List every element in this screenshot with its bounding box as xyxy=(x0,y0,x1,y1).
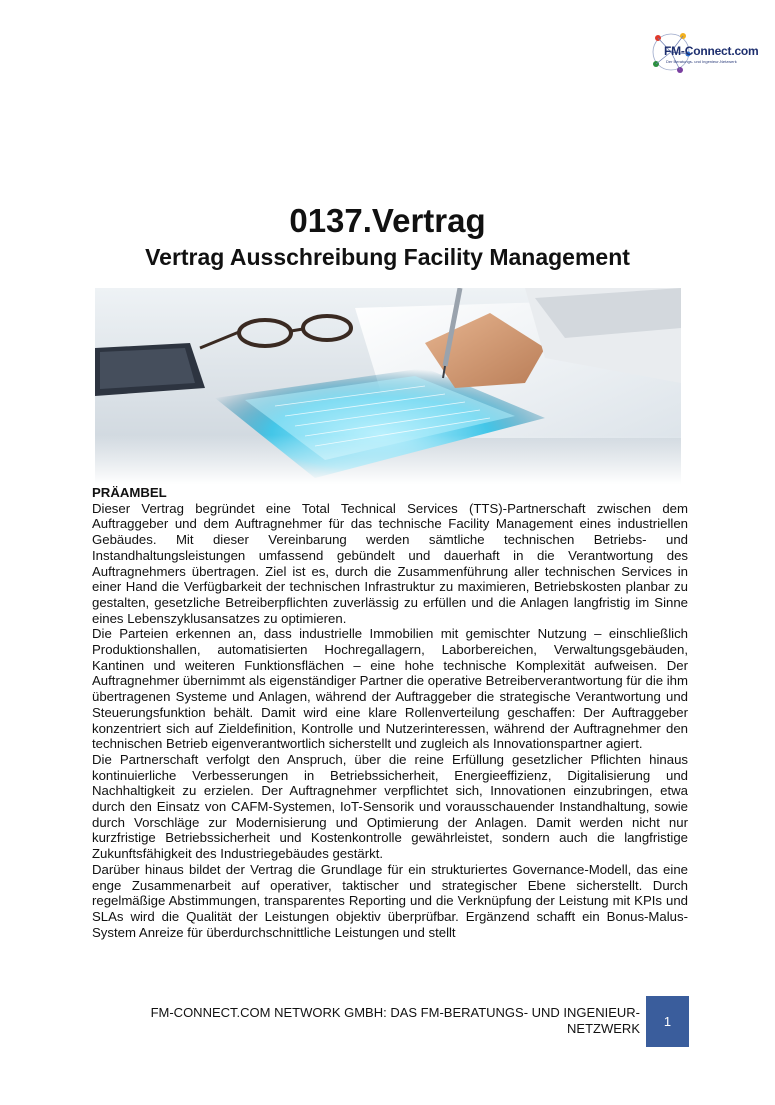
document-subtitle: Vertrag Ausschreibung Facility Management xyxy=(145,244,630,270)
section-heading: PRÄAMBEL xyxy=(92,485,167,500)
contract-signing-illustration xyxy=(95,288,681,484)
page-number-badge xyxy=(646,996,689,1047)
page-number: 1 xyxy=(663,1014,672,1029)
footer-line-1: FM-CONNECT.COM NETWORK GMBH: DAS FM-BERATUNGS- UND INGENIEUR- xyxy=(150,1005,640,1020)
hero-image xyxy=(95,288,681,484)
page-footer xyxy=(80,1005,640,1037)
paragraph: Die Partnerschaft verfolgt den Anspruch, über die reine Erfüllung gesetzlicher Pflichten hinaus kontinuierliche Verbesserungen in Betriebssicherheit, Energieeffizienz, Digitalisierung und Nachhaltigkeit zu erzielen. Der Auftragnehmer verpflichtet sich, Innovationen einzubringen, etwa durch den Einsatz von CAFM-Systemen, IoT-Sensorik und vorausschauender Instandhaltung, sowie durch Vorschläge zur Modernisierung und Optimierung der Anlagen. Damit werden nicht nur kurzfristige Betriebssicherheit und Kostenkontrolle gewährleistet, sondern auch die langfristige Zukunftsfähigkeit des Industriegebäudes gestärkt. xyxy=(92,751,688,862)
document-body xyxy=(92,485,688,940)
company-logo xyxy=(650,24,759,82)
paragraph: Darüber hinaus bildet der Vertrag die Grundlage für ein strukturiertes Governance-Modell, das eine enge Zusammenarbeit auf operativer, taktischer und strategischer Ebene sicherstellt. Durch regelmäßige Abstimmungen, transparentes Reporting und die Verknüpfung der Leistung mit KPIs und SLAs wird die Qualität der Leistungen objektiv überprüfbar. Ergänzend schafft ein Bonus-Malus-System Anreize für überdurchschnittliche Leistungen und stellt xyxy=(92,861,688,940)
logo-name: FM-Connect.com xyxy=(664,44,759,58)
paragraph: Dieser Vertrag begründet eine Total Technical Services (TTS)-Partnerschaft zwischen dem Auftraggeber und dem Auftragnehmer für das technische Facility Management eines industriellen Gebäudes. Mit dieser Vereinbarung werden sämtliche technischen Betriebs- und Instandhaltungsleistungen umfassend gebündelt und dauerhaft in die Verantwortung des Auftragnehmers übertragen. Ziel ist es, durch die Zusammenführung aller technischen Services in einer Hand die Verfügbarkeit der technischen Infrastruktur zu maximieren, Betriebskosten planbar zu gestalten, gesetzliche Betreiberpflichten zuverlässig zu erfüllen und die Anlagen langfristig im Sinne eines Lebenszyklusansatzes zu optimieren. xyxy=(92,500,688,626)
paragraph: Die Parteien erkennen an, dass industrielle Immobilien mit gemischter Nutzung – einschließlich Produktionshallen, automatisierten Hochregallagern, Laborbereichen, Verwaltungsgebäuden, Kantinen und weiteren Funktionsflächen – eine hohe technische Komplexität aufweisen. Der Auftragnehmer übernimmt als eigenständiger Partner die operative Betreiberverantwortung für die ihm übertragenen Systeme und Anlagen, während der Auftraggeber die strategische Verantwortung und Steuerungsfunktion behält. Damit wird eine klare Rollenverteilung geschaffen: Der Auftraggeber konzentriert sich auf Zieldefinition, Kontrolle und Nutzerinteressen, während der Auftragnehmer den technischen Betrieb eigenverantwortlich sicherstellt und zugleich als Innovationspartner agiert. xyxy=(92,626,688,752)
document-title: 0137.Vertrag xyxy=(289,202,486,239)
footer-line-2: NETZWERK xyxy=(567,1021,640,1036)
logo-tagline: Der Beratungs- und Ingenieur-Netzwerk xyxy=(666,59,737,64)
